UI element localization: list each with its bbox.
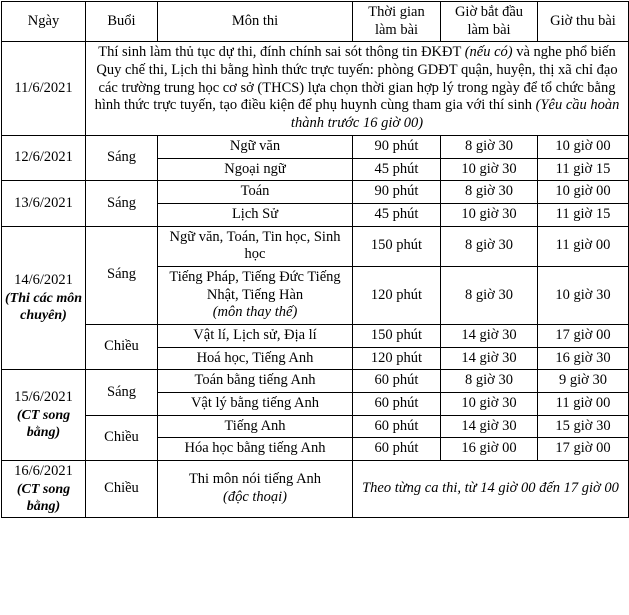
cell-intro-notice (86, 42, 629, 135)
cell-duration: 60 phút (353, 438, 441, 461)
cell-duration: 120 phút (353, 266, 441, 324)
cell-subject: Hoá học, Tiếng Anh (158, 347, 353, 370)
cell-session: Sáng (86, 181, 158, 226)
cell-end-time: 17 giờ 00 (538, 438, 629, 461)
cell-end-time: 17 giờ 00 (538, 325, 629, 348)
table-row (2, 135, 629, 158)
cell-date (2, 370, 86, 461)
cell-subject: Hóa học bằng tiếng Anh (158, 438, 353, 461)
cell-end-time: 11 giờ 00 (538, 393, 629, 416)
cell-duration: 120 phút (353, 347, 441, 370)
cell-start-time: 8 giờ 30 (441, 226, 538, 266)
date-note: (CT song bằng) (16, 408, 71, 441)
cell-subject: Lịch Sử (158, 203, 353, 226)
column-header-date: Ngày (2, 2, 86, 42)
subject-value: Tiếng Pháp, Tiếng Đức Tiếng Nhật, Tiếng Hàn (169, 268, 341, 303)
cell-date: 12/6/2021 (2, 135, 86, 180)
cell-date: 13/6/2021 (2, 181, 86, 226)
cell-end-time: 9 giờ 30 (538, 370, 629, 393)
cell-duration: 90 phút (353, 181, 441, 204)
cell-date: 11/6/2021 (2, 42, 86, 135)
cell-duration: 60 phút (353, 393, 441, 416)
cell-start-time: 14 giờ 30 (441, 325, 538, 348)
cell-start-time: 14 giờ 30 (441, 347, 538, 370)
column-header-end-time: Giờ thu bài (538, 2, 629, 42)
cell-end-time: 10 giờ 00 (538, 135, 629, 158)
column-header-start-time: Giờ bắt đầu làm bài (441, 2, 538, 42)
cell-session: Sáng (86, 370, 158, 415)
column-header-session: Buổi (86, 2, 158, 42)
cell-session: Chiều (86, 461, 158, 518)
cell-start-time: 16 giờ 00 (441, 438, 538, 461)
cell-start-time: 8 giờ 30 (441, 266, 538, 324)
cell-subject: Ngoại ngữ (158, 158, 353, 181)
cell-end-time: 16 giờ 30 (538, 347, 629, 370)
cell-end-time: 11 giờ 15 (538, 158, 629, 181)
header-row (2, 2, 629, 42)
cell-end-time: 11 giờ 00 (538, 226, 629, 266)
cell-duration: 90 phút (353, 135, 441, 158)
cell-start-time: 14 giờ 30 (441, 415, 538, 438)
cell-subject: Vật lí, Lịch sử, Địa lí (158, 325, 353, 348)
cell-session-note: Theo từng ca thi, từ 14 giờ 00 đến 17 giờ 00 (353, 461, 629, 518)
date-note: (Thi các môn chuyên) (5, 290, 82, 323)
column-header-subject: Môn thi (158, 2, 353, 42)
table-row (2, 415, 629, 438)
date-note: (CT song bằng) (16, 481, 71, 514)
date-value: 15/6/2021 (14, 389, 73, 406)
cell-duration: 60 phút (353, 370, 441, 393)
table-header (2, 2, 629, 42)
subject-value: Thi môn nói tiếng Anh (188, 471, 322, 488)
cell-date (2, 226, 86, 370)
cell-subject: Ngữ văn (158, 135, 353, 158)
cell-end-time: 15 giờ 30 (538, 415, 629, 438)
cell-subject: Vật lý bằng tiếng Anh (158, 393, 353, 416)
cell-subject: Tiếng Anh (158, 415, 353, 438)
cell-subject: Toán bằng tiếng Anh (158, 370, 353, 393)
exam-schedule-sheet (0, 1, 629, 615)
table-row (2, 461, 629, 518)
cell-date (2, 461, 86, 518)
cell-duration: 45 phút (353, 203, 441, 226)
cell-duration: 150 phút (353, 325, 441, 348)
cell-start-time: 10 giờ 30 (441, 158, 538, 181)
date-value: 16/6/2021 (14, 463, 73, 480)
cell-start-time: 8 giờ 30 (441, 135, 538, 158)
cell-start-time: 10 giờ 30 (441, 203, 538, 226)
cell-duration: 45 phút (353, 158, 441, 181)
cell-session: Sáng (86, 226, 158, 324)
table-body (2, 42, 629, 518)
cell-duration: 60 phút (353, 415, 441, 438)
intro-text: Thí sinh làm thủ tục dự thi, đính chính sai sót thông tin ĐKĐT (nếu có) và nghe phổ biến Quy chế thi, Lịch thi bằng hình thức trực tuyến: phòng GDĐT quận, huyện, thị xã chỉ đạo các trường trung học cơ sở (THCS) lựa chọn thời gian hợp lý trong ngày để tổ chức bằng hình thức trực tuyến, tạo điều kiện để phụ huynh cùng tham gia với thí sinh (Yêu cầu hoàn thành trước 16 giờ 00) (94, 44, 620, 132)
cell-end-time: 11 giờ 15 (538, 203, 629, 226)
cell-end-time: 10 giờ 00 (538, 181, 629, 204)
table-row (2, 226, 629, 266)
cell-subject: Ngữ văn, Toán, Tin học, Sinh học (158, 226, 353, 266)
table-row (2, 181, 629, 204)
cell-subject: Toán (158, 181, 353, 204)
cell-start-time: 8 giờ 30 (441, 181, 538, 204)
cell-session: Chiều (86, 415, 158, 460)
exam-schedule-table (1, 1, 629, 518)
subject-note: (độc thoại) (222, 489, 288, 506)
cell-duration: 150 phút (353, 226, 441, 266)
cell-session: Chiều (86, 325, 158, 370)
cell-subject (158, 461, 353, 518)
date-value: 14/6/2021 (14, 272, 73, 289)
subject-note: (môn thay thế) (212, 304, 298, 321)
table-row (2, 42, 629, 135)
cell-start-time: 8 giờ 30 (441, 370, 538, 393)
table-row (2, 325, 629, 348)
cell-end-time: 10 giờ 30 (538, 266, 629, 324)
cell-session: Sáng (86, 135, 158, 180)
column-header-duration: Thời gian làm bài (353, 2, 441, 42)
cell-start-time: 10 giờ 30 (441, 393, 538, 416)
cell-subject (158, 266, 353, 324)
table-row (2, 370, 629, 393)
